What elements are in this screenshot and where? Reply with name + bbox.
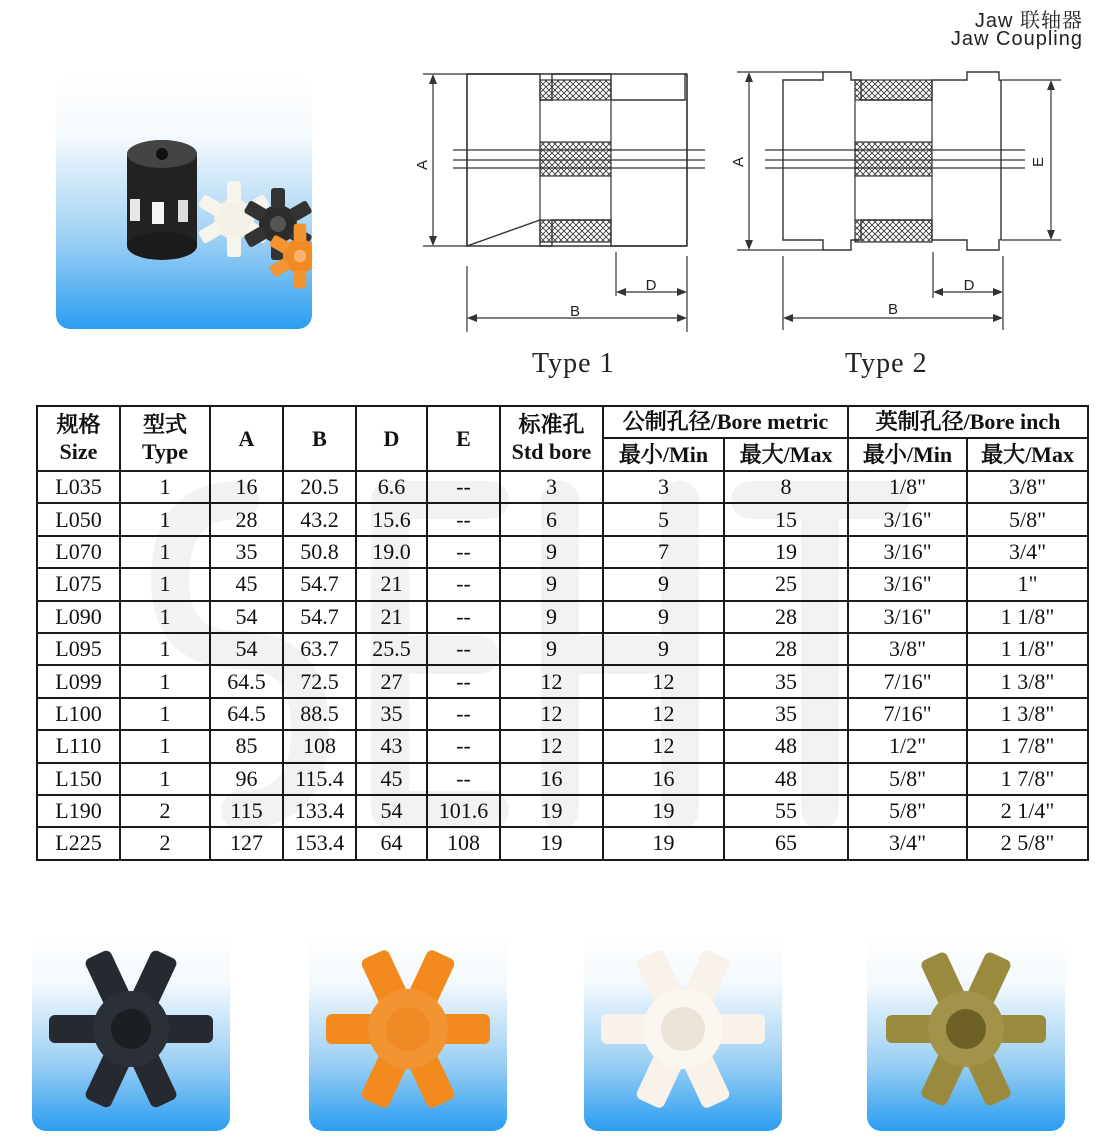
table-cell: 1 (120, 698, 210, 730)
table-cell: 12 (603, 665, 724, 697)
dim-a-label: A (414, 159, 431, 171)
table-row (37, 730, 1088, 762)
table-cell: 25 (724, 568, 848, 600)
table-cell: 9 (603, 568, 724, 600)
dim-e-label: E (1030, 156, 1047, 168)
table-cell: 9 (500, 536, 603, 568)
table-cell: 35 (210, 536, 283, 568)
table-cell: -- (427, 698, 500, 730)
table-cell: -- (427, 763, 500, 795)
table-cell: 115 (210, 795, 283, 827)
table-cell: L070 (37, 536, 120, 568)
table-cell: 45 (210, 568, 283, 600)
table-cell: 21 (356, 601, 427, 633)
table-cell: L110 (37, 730, 120, 762)
table-cell: L050 (37, 503, 120, 535)
header-e: E (427, 406, 500, 471)
table-cell: 88.5 (283, 698, 356, 730)
header-type: 型式 Type (120, 406, 210, 471)
table-cell: 28 (724, 601, 848, 633)
header-d: D (356, 406, 427, 471)
table-cell: 15.6 (356, 503, 427, 535)
table-row (37, 827, 1088, 859)
table-cell: -- (427, 665, 500, 697)
table-cell: 2 (120, 827, 210, 859)
table-cell: 3/8" (848, 633, 967, 665)
table-cell: -- (427, 471, 500, 503)
table-row (37, 536, 1088, 568)
table-cell: 101.6 (427, 795, 500, 827)
table-cell: 3 (500, 471, 603, 503)
table-cell: 64 (356, 827, 427, 859)
table-cell: 19 (724, 536, 848, 568)
table-cell: 12 (500, 698, 603, 730)
table-cell: 48 (724, 763, 848, 795)
table-cell: 54 (356, 795, 427, 827)
header-b: B (283, 406, 356, 471)
table-cell: 7 (603, 536, 724, 568)
table-cell: 2 5/8" (967, 827, 1088, 859)
header-inch-min: 最小/Min (848, 438, 967, 471)
table-row (37, 698, 1088, 730)
table-cell: 15 (724, 503, 848, 535)
table-cell: 35 (724, 698, 848, 730)
table-cell: -- (427, 503, 500, 535)
table-cell: 54 (210, 601, 283, 633)
header-metric-min: 最小/Min (603, 438, 724, 471)
table-cell: -- (427, 568, 500, 600)
orange-spider-photo (309, 933, 507, 1131)
table-cell: -- (427, 536, 500, 568)
table-cell: L100 (37, 698, 120, 730)
table-cell: 1 7/8" (967, 763, 1088, 795)
table-cell: 6 (500, 503, 603, 535)
white-spider-photo (584, 933, 782, 1131)
black-spider-photo (32, 933, 230, 1131)
table-cell: 28 (210, 503, 283, 535)
type2-label: Type 2 (845, 348, 928, 379)
table-cell: 19 (603, 795, 724, 827)
table-cell: 1/2" (848, 730, 967, 762)
table-cell: 16 (500, 763, 603, 795)
table-cell: L075 (37, 568, 120, 600)
table-cell: 9 (603, 601, 724, 633)
table-cell: L190 (37, 795, 120, 827)
table-cell: 2 1/4" (967, 795, 1088, 827)
table-cell: 108 (427, 827, 500, 859)
table-cell: 3/4" (848, 827, 967, 859)
title-cn: Jaw 联轴器 (974, 10, 1083, 32)
table-cell: 1 1/8" (967, 633, 1088, 665)
table-cell: 127 (210, 827, 283, 859)
table-cell: 153.4 (283, 827, 356, 859)
header-bore-metric: 公制孔径/Bore metric (603, 406, 848, 438)
header-std-bore: 标准孔 Std bore (500, 406, 603, 471)
table-cell: -- (427, 601, 500, 633)
table-cell: L225 (37, 827, 120, 859)
table-cell: 64.5 (210, 698, 283, 730)
table-cell: 1 (120, 503, 210, 535)
table-cell: 27 (356, 665, 427, 697)
type1-diagram (405, 60, 705, 350)
table-cell: 12 (500, 730, 603, 762)
table-row (37, 568, 1088, 600)
table-cell: 3/16" (848, 568, 967, 600)
table-cell: 54.7 (283, 601, 356, 633)
table-cell: 20.5 (283, 471, 356, 503)
table-cell: 19 (500, 795, 603, 827)
table-row (37, 795, 1088, 827)
table-cell: 1 (120, 471, 210, 503)
table-cell: 1 3/8" (967, 698, 1088, 730)
table-cell: L150 (37, 763, 120, 795)
table-cell: 7/16" (848, 698, 967, 730)
table-cell: 43 (356, 730, 427, 762)
table-cell: 50.8 (283, 536, 356, 568)
table-cell: 63.7 (283, 633, 356, 665)
table-cell: 96 (210, 763, 283, 795)
table-cell: 1 (120, 568, 210, 600)
header-a: A (210, 406, 283, 471)
table-row (37, 665, 1088, 697)
dim-b-label: B (569, 303, 581, 320)
dim-d-label: D (963, 277, 975, 294)
table-cell: 55 (724, 795, 848, 827)
table-cell: 19.0 (356, 536, 427, 568)
table-cell: 6.6 (356, 471, 427, 503)
table-cell: 3/16" (848, 601, 967, 633)
table-cell: 72.5 (283, 665, 356, 697)
table-cell: -- (427, 730, 500, 762)
table-cell: 12 (500, 665, 603, 697)
table-cell: 1 (120, 601, 210, 633)
table-cell: 3/16" (848, 536, 967, 568)
table-cell: 1 (120, 730, 210, 762)
table-cell: -- (427, 633, 500, 665)
table-row (37, 763, 1088, 795)
table-cell: 45 (356, 763, 427, 795)
type2-diagram (725, 60, 1065, 350)
table-cell: 5 (603, 503, 724, 535)
table-row (37, 471, 1088, 503)
table-cell: 19 (500, 827, 603, 859)
table-cell: L095 (37, 633, 120, 665)
header-size: 规格 Size (37, 406, 120, 471)
table-cell: 16 (210, 471, 283, 503)
table-cell: 54.7 (283, 568, 356, 600)
table-cell: 54 (210, 633, 283, 665)
table-cell: 1/8" (848, 471, 967, 503)
table-cell: 9 (603, 633, 724, 665)
table-cell: 9 (500, 601, 603, 633)
bronze-spider-photo (867, 933, 1065, 1131)
table-cell: 1" (967, 568, 1088, 600)
table-cell: 48 (724, 730, 848, 762)
table-cell: 5/8" (848, 763, 967, 795)
table-cell: 9 (500, 633, 603, 665)
table-cell: 3/8" (967, 471, 1088, 503)
table-cell: 5/8" (848, 795, 967, 827)
table-cell: 16 (603, 763, 724, 795)
table-cell: 5/8" (967, 503, 1088, 535)
type1-label: Type 1 (532, 348, 615, 379)
dim-b-label: B (887, 301, 899, 318)
table-cell: 43.2 (283, 503, 356, 535)
table-cell: 12 (603, 730, 724, 762)
table-cell: 85 (210, 730, 283, 762)
table-cell: 25.5 (356, 633, 427, 665)
table-cell: 28 (724, 633, 848, 665)
table-cell: 3 (603, 471, 724, 503)
table-cell: 65 (724, 827, 848, 859)
spec-table (36, 405, 1089, 861)
header-metric-max: 最大/Max (724, 438, 848, 471)
table-row (37, 503, 1088, 535)
table-cell: 9 (500, 568, 603, 600)
table-cell: 8 (724, 471, 848, 503)
table-cell: 3/16" (848, 503, 967, 535)
dim-d-label: D (645, 277, 657, 294)
table-cell: 1 3/8" (967, 665, 1088, 697)
table-cell: 1 (120, 633, 210, 665)
table-cell: 1 (120, 665, 210, 697)
table-cell: 7/16" (848, 665, 967, 697)
table-cell: 3/4" (967, 536, 1088, 568)
table-cell: 35 (724, 665, 848, 697)
table-cell: 1 1/8" (967, 601, 1088, 633)
title-en: Jaw Coupling (950, 28, 1083, 50)
header-bore-inch: 英制孔径/Bore inch (848, 406, 1088, 438)
header-inch-max: 最大/Max (967, 438, 1088, 471)
table-cell: 108 (283, 730, 356, 762)
table-cell: 21 (356, 568, 427, 600)
table-cell: L099 (37, 665, 120, 697)
table-cell: 2 (120, 795, 210, 827)
table-cell: 19 (603, 827, 724, 859)
table-cell: 133.4 (283, 795, 356, 827)
table-cell: L035 (37, 471, 120, 503)
table-cell: L090 (37, 601, 120, 633)
dim-a-label: A (730, 156, 747, 168)
table-cell: 115.4 (283, 763, 356, 795)
table-row (37, 633, 1088, 665)
table-row (37, 601, 1088, 633)
jaw-coupling-photo (56, 74, 312, 329)
table-cell: 1 7/8" (967, 730, 1088, 762)
table-cell: 1 (120, 536, 210, 568)
table-cell: 1 (120, 763, 210, 795)
table-cell: 64.5 (210, 665, 283, 697)
table-cell: 35 (356, 698, 427, 730)
table-cell: 12 (603, 698, 724, 730)
